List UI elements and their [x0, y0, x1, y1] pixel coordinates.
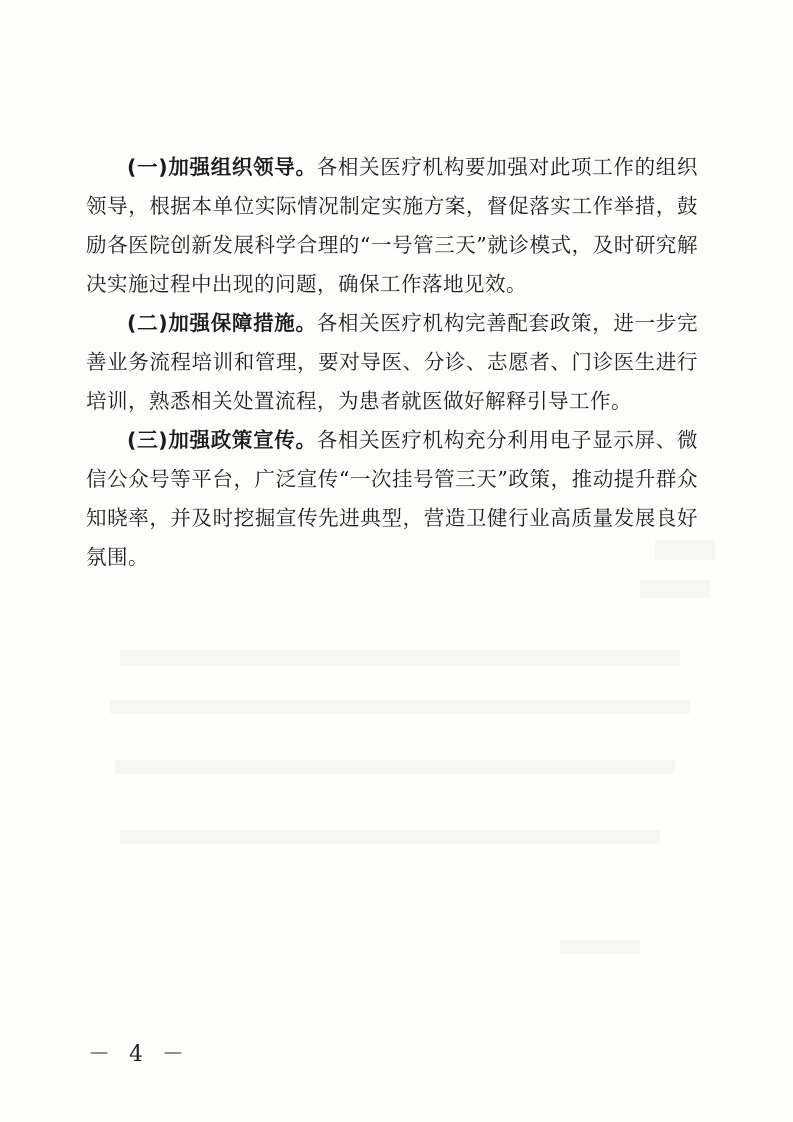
- document-body: [86, 148, 698, 577]
- show-through-mark: [560, 940, 640, 954]
- paragraph-heading: (二)加强保障措施。: [127, 311, 317, 335]
- paragraph-support-measures: [86, 304, 698, 421]
- paragraph-text: 各相关医疗机构要加强对此项工作的组织领导，根据本单位实际情况制定实施方案，督促落实工作举措，鼓励各医院创新发展科学合理的“一号管三天”就诊模式，及时研究解决实施过程中出现的问题，确保工作落地见效。: [86, 155, 698, 296]
- paragraph-text: 各相关医疗机构完善配套政策，进一步完善业务流程培训和管理，要对导医、分诊、志愿者、门诊医生进行培训，熟悉相关处置流程，为患者就医做好解释引导工作。: [86, 311, 698, 413]
- paragraph-text: 各相关医疗机构充分利用电子显示屏、微信公众号等平台，广泛宣传“一次挂号管三天”政策，推动提升群众知晓率，并及时挖掘宣传先进典型，营造卫健行业高质量发展良好氛围。: [86, 428, 698, 569]
- paragraph-organization-leadership: [86, 148, 698, 304]
- show-through-mark: [120, 650, 680, 666]
- paragraph-policy-publicity: [86, 421, 698, 577]
- show-through-mark: [640, 580, 710, 598]
- show-through-mark: [110, 700, 690, 714]
- paragraph-heading: (一)加强组织领导。: [127, 155, 317, 179]
- show-through-mark: [120, 830, 660, 844]
- page-number: － 4 －: [88, 1042, 190, 1067]
- show-through-mark: [115, 760, 675, 774]
- paragraph-heading: (三)加强政策宣传。: [127, 428, 317, 452]
